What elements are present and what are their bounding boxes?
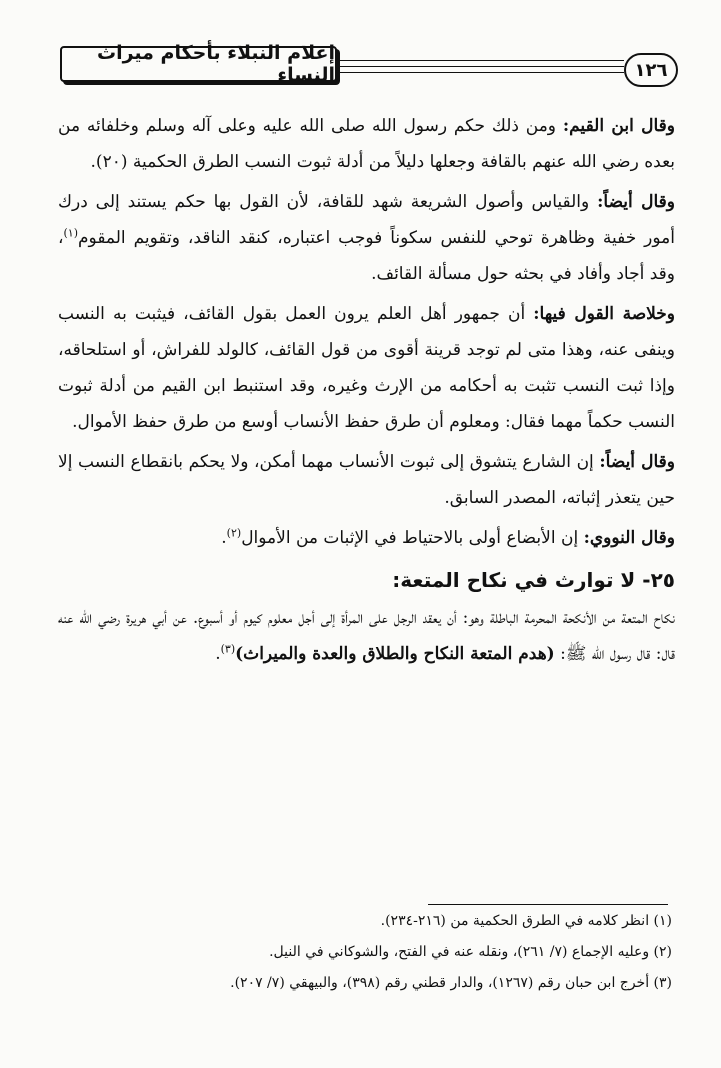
header-rule-top <box>339 60 624 61</box>
footnotes <box>100 906 672 999</box>
paragraph-lead: وخلاصة القول فيها: <box>533 304 675 324</box>
book-title-frame <box>60 42 337 86</box>
paragraph-tail: . <box>221 528 227 548</box>
footnote-1: (١) انظر كلامه في الطرق الحكمية من (٢١٦-٢٣٤). <box>380 913 672 929</box>
page-number-frame <box>624 53 678 87</box>
paragraph-text: أن جمهور أهل العلم يرون العمل بقول القائف، فيثبت به النسب وينفى عنه، وهذا متى لم توجد قرينة أقوى من قول القائف، كالولد للفراش، أو استلحاقه، وإذا ثبت النسب تثبت به أحكامه من الإرث وغيره، وقد استنبط ابن القيم من أدلة ثبوت النسب حكماً مهما فقال: ومعلوم أن طرق حفظ الأنساب أوسع من طرق حفظ الأموال. <box>58 304 675 432</box>
paragraph-lead: وقال النووي: <box>583 528 675 548</box>
paragraph-lead: وقال أيضاً: <box>599 452 675 472</box>
header-rule-middle <box>339 66 624 67</box>
paragraph-tail: ، وقد أجاد وأفاد في بحثه حول مسألة القائف. <box>58 228 675 284</box>
paragraph-mutah <box>58 600 675 672</box>
book-title: إعلام النبلاء بأحكام ميراث النساء <box>96 42 335 86</box>
paragraph-lead: وقال ابن القيم: <box>562 116 675 136</box>
paragraph-also-said-2 <box>58 444 675 516</box>
footnote-3: (٣) أخرج ابن حبان رقم (١٢٦٧)، والدار قطني رقم (٣٩٨)، والبيهقي (٧/ ٢٠٧). <box>230 975 672 991</box>
header-rule-bottom <box>339 72 624 73</box>
paragraph-ibn-qayyim <box>58 108 675 180</box>
main-text <box>58 108 675 676</box>
paragraph-text: والقياس وأصول الشريعة شهد للقافة، لأن القول بها حكم يستند إلى درك أمور خفية وظاهرة توحي للنفس سكوناً فوجب اعتباره، كنقد الناقد، وتقويم المقوم <box>58 192 675 248</box>
paragraph-also-said <box>58 184 675 292</box>
paragraph-lead: وقال أيضاً: <box>597 192 676 212</box>
footnote-ref-2: (٢) <box>226 526 242 540</box>
page-number: ١٢٦ <box>634 59 668 81</box>
footnote-ref-1: (١) <box>63 226 79 240</box>
paragraph-text: إن الأبضاع أولى بالاحتياط في الإثبات من الأموال <box>241 528 584 548</box>
paragraph-nawawi <box>58 520 675 556</box>
paragraph-text: ومن ذلك حكم رسول الله صلى الله عليه وعلى آله وسلم وخلفائه من بعده رضي الله عنهم بالقافة وجعلها دليلاً من أدلة ثبوت النسب الطرق الحكمية (٢٠). <box>58 116 675 172</box>
footnote-2: (٢) وعليه الإجماع (٧/ ٢٦١)، ونقله عنه في الفتح، والشوكاني في النيل. <box>269 944 672 960</box>
footnote-divider <box>428 904 668 905</box>
page-header <box>0 0 721 110</box>
paragraph-text: إن الشارع يتشوق إلى ثبوت الأنساب مهما أمكن، ولا يحكم بانقطاع النسب إلا حين يتعذر إثباته، المصدر السابق. <box>58 452 675 508</box>
footnote-ref-3: (٣) <box>220 642 236 656</box>
section-title: ٢٥- لا توارث في نكاح المتعة: <box>392 568 675 592</box>
paragraph-summary <box>58 296 675 440</box>
paragraph-text: نكاح المتعة من الأنكحة المحرمة الباطلة وهو: أن يعقد الرجل على المرأة إلى أجل معلوم كيوم أو أسبوع. عن أبي هريرة رضي الله عنه قال: قال رسول الله ﷺ: <box>58 608 675 664</box>
hadith-quote: (هدم المتعة النكاح والطلاق والعدة والميراث) <box>235 644 555 664</box>
paragraph-tail: . <box>215 644 221 664</box>
